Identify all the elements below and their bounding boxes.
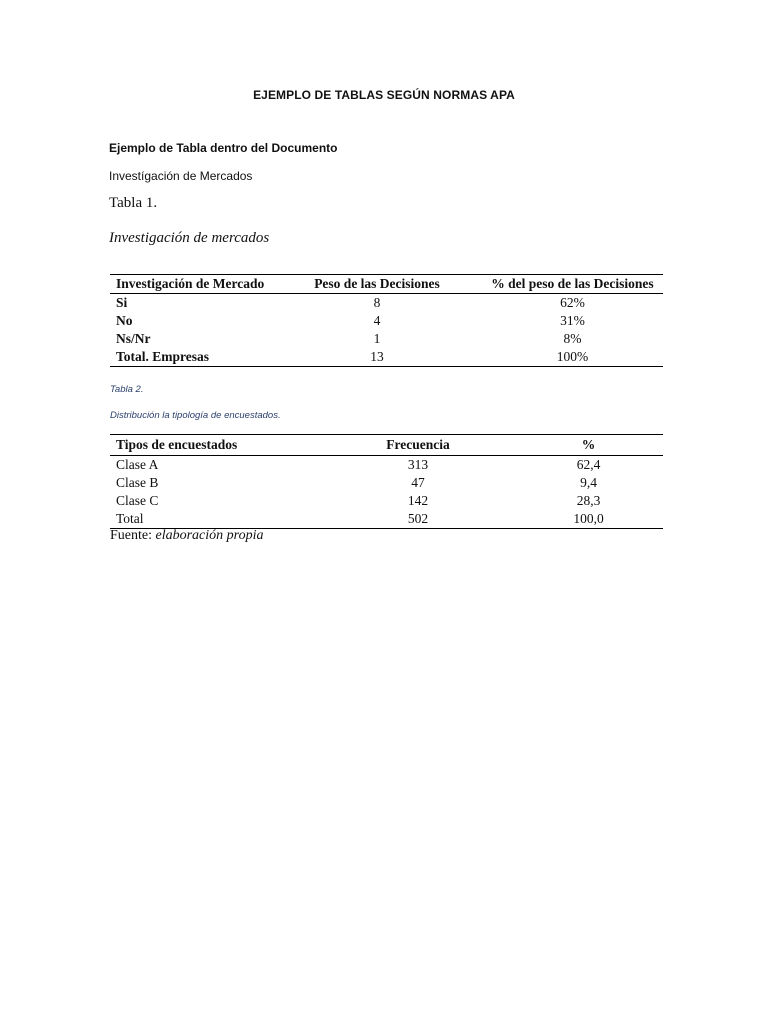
table-row: [110, 492, 663, 510]
table-cell: Total: [116, 511, 144, 526]
table-cell: 62,4: [576, 457, 601, 472]
table-cell: 62%: [560, 295, 585, 310]
section-heading: Ejemplo de Tabla dentro del Documento: [109, 141, 338, 155]
source-value: elaboración propia: [155, 528, 264, 543]
table-header-row: [110, 435, 663, 456]
table-cell: 47: [411, 475, 425, 490]
column-header: Peso de las Decisiones: [314, 276, 440, 291]
table1-label: Tabla 1.: [109, 195, 158, 211]
table-row: [110, 510, 663, 529]
table-cell: 8%: [563, 331, 582, 346]
table-cell: 100,0: [573, 511, 604, 526]
table-cell: 100%: [556, 349, 589, 364]
column-header: Investigación de Mercado: [116, 276, 265, 291]
table-cell: 502: [407, 511, 429, 526]
source-note: [110, 528, 263, 544]
table-cell: 8: [373, 295, 381, 310]
table-cell: Total. Empresas: [116, 349, 210, 364]
column-header: Frecuencia: [386, 437, 450, 452]
table-cell: Si: [116, 295, 128, 310]
table-cell: 313: [407, 457, 429, 472]
table-cell: 13: [370, 349, 384, 364]
column-header: %: [581, 437, 596, 452]
table-row: [110, 294, 663, 313]
table-cell: Clase A: [116, 457, 159, 472]
table-cell: Ns/Nr: [116, 331, 151, 346]
table-row: [110, 348, 663, 367]
table2-label: Tabla 2.: [110, 384, 144, 395]
table-cell: 4: [373, 313, 381, 328]
table2-caption: Distribución la tipología de encuestados.: [110, 410, 281, 421]
table-cell: 9,4: [580, 475, 597, 490]
document-title: EJEMPLO DE TABLAS SEGÚN NORMAS APA: [253, 88, 515, 102]
source-prefix: Fuente:: [110, 528, 152, 543]
table-row: [110, 330, 663, 348]
table-cell: 31%: [560, 313, 585, 328]
table-cell: Clase C: [116, 493, 159, 508]
respondents-table: [110, 434, 663, 529]
table-row: [110, 474, 663, 492]
column-header: Tipos de encuestados: [116, 437, 238, 452]
table-cell: 1: [373, 331, 381, 346]
table-row: [110, 456, 663, 475]
table-cell: No: [116, 313, 133, 328]
table1-caption: Investigación de mercados: [109, 230, 270, 246]
section-subheading: Investígación de Mercados: [109, 169, 253, 183]
table-cell: Clase B: [116, 475, 159, 490]
market-research-table: [110, 274, 663, 367]
table-header-row: [110, 275, 663, 294]
table-row: [110, 312, 663, 330]
table-cell: 142: [407, 493, 429, 508]
table-cell: 28,3: [576, 493, 601, 508]
column-header: % del peso de las Decisiones: [491, 276, 654, 291]
